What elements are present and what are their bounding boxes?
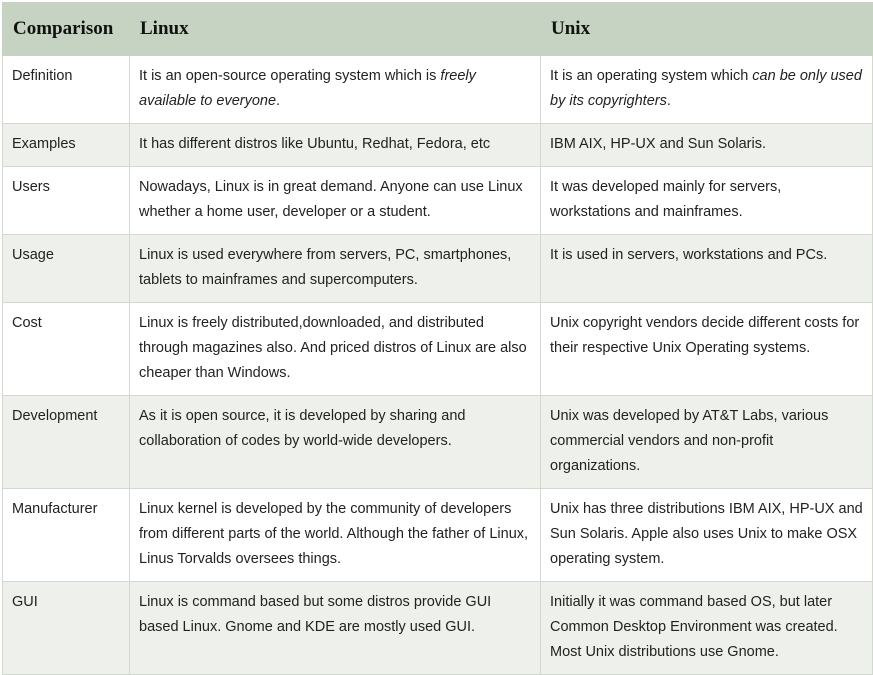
linux-emphasis: freely available to everyone <box>139 68 476 109</box>
linux-cell: It has different distros like Ubuntu, Redhat, Fedora, etc <box>130 124 541 167</box>
table-row-gui <box>3 582 873 675</box>
header-row <box>3 3 873 56</box>
row-label: Definition <box>3 56 130 124</box>
table-row-examples <box>3 124 873 167</box>
header-linux: Linux <box>130 3 541 56</box>
unix-cell: It was developed mainly for servers, workstations and mainframes. <box>541 167 873 235</box>
unix-text-end: . <box>666 93 671 109</box>
table-row-development <box>3 396 873 489</box>
unix-cell <box>541 56 873 124</box>
row-label: GUI <box>3 582 130 675</box>
unix-cell: Unix has three distributions IBM AIX, HP-UX and Sun Solaris. Apple also uses Unix to make OSX operating system. <box>541 489 873 582</box>
linux-cell: As it is open source, it is developed by sharing and collaboration of codes by world-wide developers. <box>130 396 541 489</box>
comparison-table <box>2 2 873 675</box>
linux-cell: Nowadays, Linux is in great demand. Anyone can use Linux whether a home user, developer or a student. <box>130 167 541 235</box>
unix-cell: IBM AIX, HP-UX and Sun Solaris. <box>541 124 873 167</box>
row-label: Usage <box>3 235 130 303</box>
header-comparison: Comparison <box>3 3 130 56</box>
table-row-usage <box>3 235 873 303</box>
linux-cell: Linux is freely distributed,downloaded, and distributed through magazines also. And priced distros of Linux are also cheaper than Windows. <box>130 303 541 396</box>
header-unix: Unix <box>541 3 873 56</box>
table-row-users <box>3 167 873 235</box>
unix-cell: It is used in servers, workstations and PCs. <box>541 235 873 303</box>
table-header <box>3 3 873 56</box>
row-label: Cost <box>3 303 130 396</box>
row-label: Development <box>3 396 130 489</box>
linux-cell: Linux is used everywhere from servers, PC, smartphones, tablets to mainframes and supercomputers. <box>130 235 541 303</box>
row-label: Examples <box>3 124 130 167</box>
unix-emphasis: can be only used by its copyrighters <box>550 68 862 109</box>
linux-cell: Linux kernel is developed by the community of developers from different parts of the world. Although the father of Linux, Linus Torvalds oversees things. <box>130 489 541 582</box>
row-label: Manufacturer <box>3 489 130 582</box>
linux-cell <box>130 56 541 124</box>
unix-cell: Unix was developed by AT&T Labs, various commercial vendors and non-profit organizations. <box>541 396 873 489</box>
table-row-cost <box>3 303 873 396</box>
linux-text: It is an open-source operating system which is <box>139 68 441 84</box>
unix-cell: Initially it was command based OS, but later Common Desktop Environment was created. Most Unix distributions use Gnome. <box>541 582 873 675</box>
unix-cell: Unix copyright vendors decide different costs for their respective Unix Operating systems. <box>541 303 873 396</box>
table-body <box>3 56 873 675</box>
table-row-definition <box>3 56 873 124</box>
table-row-manufacturer <box>3 489 873 582</box>
unix-text: It is an operating system which <box>550 68 753 84</box>
row-label: Users <box>3 167 130 235</box>
linux-cell: Linux is command based but some distros provide GUI based Linux. Gnome and KDE are mostly used GUI. <box>130 582 541 675</box>
linux-text-end: . <box>276 93 281 109</box>
